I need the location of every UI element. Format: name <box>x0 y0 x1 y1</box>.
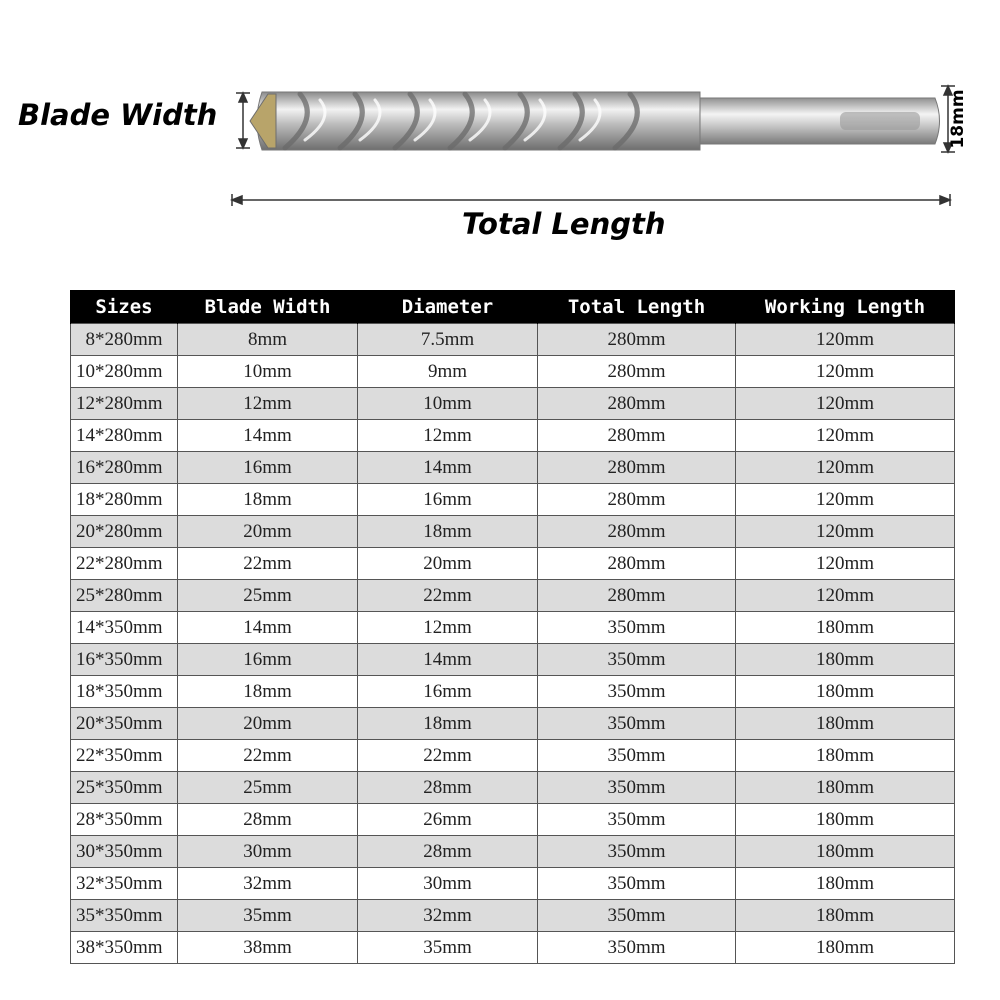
cell-size: 22*350mm <box>71 740 178 772</box>
cell-size: 35*350mm <box>71 900 178 932</box>
cell-working-length: 180mm <box>736 612 955 644</box>
cell-total-length: 280mm <box>538 580 736 612</box>
table-row <box>71 484 955 516</box>
cell-working-length: 120mm <box>736 420 955 452</box>
cell-blade-width: 28mm <box>178 804 358 836</box>
cell-size: 25*280mm <box>71 580 178 612</box>
cell-blade-width: 16mm <box>178 452 358 484</box>
table-row <box>71 516 955 548</box>
cell-working-length: 180mm <box>736 804 955 836</box>
cell-diameter: 10mm <box>358 388 538 420</box>
cell-working-length: 180mm <box>736 900 955 932</box>
cell-diameter: 32mm <box>358 900 538 932</box>
cell-total-length: 350mm <box>538 900 736 932</box>
cell-total-length: 350mm <box>538 932 736 964</box>
cell-total-length: 350mm <box>538 804 736 836</box>
cell-blade-width: 25mm <box>178 580 358 612</box>
cell-working-length: 120mm <box>736 516 955 548</box>
cell-diameter: 18mm <box>358 708 538 740</box>
cell-diameter: 16mm <box>358 484 538 516</box>
cell-total-length: 350mm <box>538 644 736 676</box>
table-row <box>71 324 955 356</box>
table-row <box>71 644 955 676</box>
cell-size: 16*350mm <box>71 644 178 676</box>
header-total-length: Total Length <box>538 290 736 324</box>
cell-blade-width: 20mm <box>178 516 358 548</box>
cell-total-length: 280mm <box>538 420 736 452</box>
cell-size: 25*350mm <box>71 772 178 804</box>
cell-total-length: 350mm <box>538 772 736 804</box>
cell-size: 18*350mm <box>71 676 178 708</box>
table-row <box>71 420 955 452</box>
cell-total-length: 280mm <box>538 548 736 580</box>
table-row <box>71 708 955 740</box>
table-row <box>71 356 955 388</box>
cell-blade-width: 8mm <box>178 324 358 356</box>
cell-diameter: 28mm <box>358 836 538 868</box>
cell-total-length: 350mm <box>538 740 736 772</box>
cell-size: 32*350mm <box>71 868 178 900</box>
total-length-dimension <box>232 194 950 206</box>
cell-blade-width: 14mm <box>178 612 358 644</box>
cell-working-length: 180mm <box>736 868 955 900</box>
cell-blade-width: 10mm <box>178 356 358 388</box>
cell-blade-width: 12mm <box>178 388 358 420</box>
table-row <box>71 900 955 932</box>
table-row <box>71 676 955 708</box>
blade-width-dimension <box>236 93 250 148</box>
cell-total-length: 350mm <box>538 612 736 644</box>
cell-total-length: 350mm <box>538 868 736 900</box>
table-row <box>71 868 955 900</box>
cell-size: 14*350mm <box>71 612 178 644</box>
cell-diameter: 30mm <box>358 868 538 900</box>
cell-total-length: 280mm <box>538 356 736 388</box>
cell-working-length: 180mm <box>736 836 955 868</box>
cell-diameter: 12mm <box>358 612 538 644</box>
cell-blade-width: 18mm <box>178 676 358 708</box>
cell-diameter: 26mm <box>358 804 538 836</box>
size-spec-table <box>70 290 955 964</box>
cell-size: 22*280mm <box>71 548 178 580</box>
cell-size: 10*280mm <box>71 356 178 388</box>
cell-blade-width: 14mm <box>178 420 358 452</box>
header-sizes: Sizes <box>71 290 178 324</box>
cell-diameter: 7.5mm <box>358 324 538 356</box>
cell-blade-width: 16mm <box>178 644 358 676</box>
carbide-tip <box>250 94 276 148</box>
table-row <box>71 836 955 868</box>
cell-working-length: 120mm <box>736 388 955 420</box>
table-row <box>71 612 955 644</box>
cell-diameter: 20mm <box>358 548 538 580</box>
table-row <box>71 548 955 580</box>
cell-size: 28*350mm <box>71 804 178 836</box>
cell-diameter: 22mm <box>358 740 538 772</box>
cell-size: 8*280mm <box>71 324 178 356</box>
cell-working-length: 120mm <box>736 484 955 516</box>
cell-diameter: 22mm <box>358 580 538 612</box>
cell-blade-width: 20mm <box>178 708 358 740</box>
cell-blade-width: 38mm <box>178 932 358 964</box>
total-length-label: Total Length <box>462 207 666 241</box>
cell-total-length: 350mm <box>538 708 736 740</box>
cell-blade-width: 18mm <box>178 484 358 516</box>
header-blade-width: Blade Width <box>178 290 358 324</box>
cell-working-length: 180mm <box>736 708 955 740</box>
shank-diameter-label: 18mm <box>948 89 968 149</box>
table-header-row <box>71 290 955 324</box>
cell-total-length: 350mm <box>538 676 736 708</box>
cell-diameter: 28mm <box>358 772 538 804</box>
cell-working-length: 180mm <box>736 740 955 772</box>
cell-total-length: 280mm <box>538 484 736 516</box>
header-working-length: Working Length <box>736 290 955 324</box>
cell-diameter: 14mm <box>358 644 538 676</box>
cell-diameter: 35mm <box>358 932 538 964</box>
cell-diameter: 14mm <box>358 452 538 484</box>
cell-blade-width: 22mm <box>178 740 358 772</box>
cell-total-length: 280mm <box>538 516 736 548</box>
cell-blade-width: 32mm <box>178 868 358 900</box>
cell-size: 12*280mm <box>71 388 178 420</box>
cell-total-length: 280mm <box>538 388 736 420</box>
cell-working-length: 180mm <box>736 644 955 676</box>
cell-total-length: 350mm <box>538 836 736 868</box>
cell-working-length: 120mm <box>736 324 955 356</box>
cell-diameter: 9mm <box>358 356 538 388</box>
table-row <box>71 580 955 612</box>
cell-working-length: 120mm <box>736 548 955 580</box>
cell-size: 18*280mm <box>71 484 178 516</box>
table-row <box>71 932 955 964</box>
cell-size: 30*350mm <box>71 836 178 868</box>
cell-size: 14*280mm <box>71 420 178 452</box>
cell-blade-width: 30mm <box>178 836 358 868</box>
cell-working-length: 120mm <box>736 356 955 388</box>
cell-total-length: 280mm <box>538 452 736 484</box>
cell-working-length: 120mm <box>736 580 955 612</box>
table-body <box>71 324 955 964</box>
cell-blade-width: 25mm <box>178 772 358 804</box>
cell-working-length: 180mm <box>736 676 955 708</box>
table-row <box>71 804 955 836</box>
cell-total-length: 280mm <box>538 324 736 356</box>
cell-diameter: 18mm <box>358 516 538 548</box>
cell-size: 16*280mm <box>71 452 178 484</box>
cell-blade-width: 22mm <box>178 548 358 580</box>
table-row <box>71 740 955 772</box>
table-row <box>71 388 955 420</box>
table-row <box>71 772 955 804</box>
cell-working-length: 180mm <box>736 932 955 964</box>
cell-working-length: 120mm <box>736 452 955 484</box>
blade-width-label: Blade Width <box>18 98 218 132</box>
cell-size: 20*280mm <box>71 516 178 548</box>
cell-diameter: 12mm <box>358 420 538 452</box>
cell-working-length: 180mm <box>736 772 955 804</box>
cell-size: 38*350mm <box>71 932 178 964</box>
cell-size: 20*350mm <box>71 708 178 740</box>
cell-blade-width: 35mm <box>178 900 358 932</box>
header-diameter: Diameter <box>358 290 538 324</box>
table-row <box>71 452 955 484</box>
cell-diameter: 16mm <box>358 676 538 708</box>
